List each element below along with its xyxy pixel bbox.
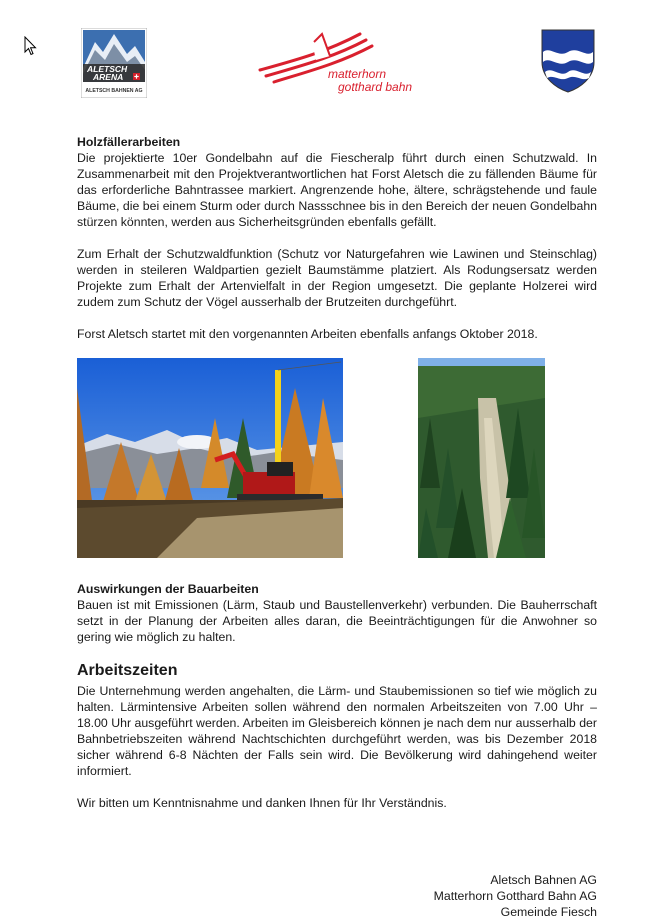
- section-title-auswirkungen: Auswirkungen der Bauarbeiten: [77, 582, 259, 596]
- mouse-cursor-icon: [24, 36, 38, 56]
- signature-line-fiesch: Gemeinde Fiesch: [500, 905, 597, 919]
- photo-forest-slope: [418, 358, 545, 558]
- photo-forestry-excavator: [77, 358, 343, 558]
- mgb-logo: [256, 30, 416, 94]
- signature-line-mgb: Matterhorn Gotthard Bahn AG: [433, 889, 597, 903]
- paragraph-arbeitszeiten-2: Wir bitten um Kenntnisnahme und danken Ihnen für Ihr Verständnis.: [77, 796, 447, 810]
- paragraph-holzfaeller-2: Zum Erhalt der Schutzwaldfunktion (Schutz vor Naturgefahren wie Lawinen und Steinschlag) werden in steileren Waldpartien gezielt Baumstämme platziert. Als Rodungsersatz werden Projekte zum Erhalt der Artenvielfalt in der Region umgesetzt. Die geplante Holzerei wird zudem zum Schutz der Vögel ausserhalb der Brutzeiten durchgeführt.: [77, 247, 597, 309]
- mgb-logo-line1: matterhorn: [328, 67, 387, 81]
- paragraph-arbeitszeiten-1: Die Unternehmung werden angehalten, die Lärm- und Staubemissionen so tief wie möglich zu halten. Lärmintensive Arbeiten sollen während den normalen Arbeitszeiten von 7.00 Uhr – 18.00 Uhr ausgeführt werden. Arbeiten im Gleisbereich können je nach dem nur ausserhalb der Bahnbetriebszeiten während Nachtschichten durchgeführt werden, was bis Dezember 2018 sicher während 6-8 Nächten der Falls sein wird. Die Bevölkerung wird dahingehend weiter informiert.: [77, 684, 597, 778]
- paragraph-auswirkungen: Bauen ist mit Emissionen (Lärm, Staub und Baustellenverkehr) verbunden. Die Bauherrschaft setzt in der Planung der Arbeiten alles daran, die Beeinträchtigungen für die Anwohner so gering wie möglich zu halten.: [77, 598, 597, 644]
- fiesch-coat-of-arms-icon: [540, 28, 596, 94]
- paragraph-holzfaeller-3: Forst Aletsch startet mit den vorgenannten Arbeiten ebenfalls anfangs Oktober 2018.: [77, 327, 538, 341]
- aletsch-logo-line3: ALETSCH BAHNEN AG: [85, 88, 143, 94]
- aletsch-arena-logo: [81, 28, 147, 98]
- photo-row: [77, 358, 597, 561]
- section-title-holzfaeller: Holzfällerarbeiten: [77, 135, 181, 149]
- paragraph-holzfaeller-1: Die projektierte 10er Gondelbahn auf die Fiescheralp führt durch einen Schutzwald. In Zusammenarbeit mit den Projektverantwortlichen hat Forst Aletsch die zu fällenden Bäume für das erforderliche Bahntrassee markiert. Angrenzende hohe, ältere, schrägstehende und faule Bäume, die bei einem Sturm oder durch Nassschnee bis in den Bereich der neuen Gondelbahn stürzen könnten, werden aus Sicherheitsgründen ebenfalls gefällt.: [77, 151, 597, 229]
- signature-line-aletsch: Aletsch Bahnen AG: [490, 873, 597, 887]
- section-title-arbeitszeiten: Arbeitszeiten: [77, 662, 178, 679]
- aletsch-logo-line2: ARENA: [93, 72, 124, 82]
- letter-body: [77, 134, 597, 811]
- aletsch-logo-line1: ALETSCH: [87, 64, 128, 74]
- mgb-logo-line2: gotthard bahn: [338, 80, 413, 94]
